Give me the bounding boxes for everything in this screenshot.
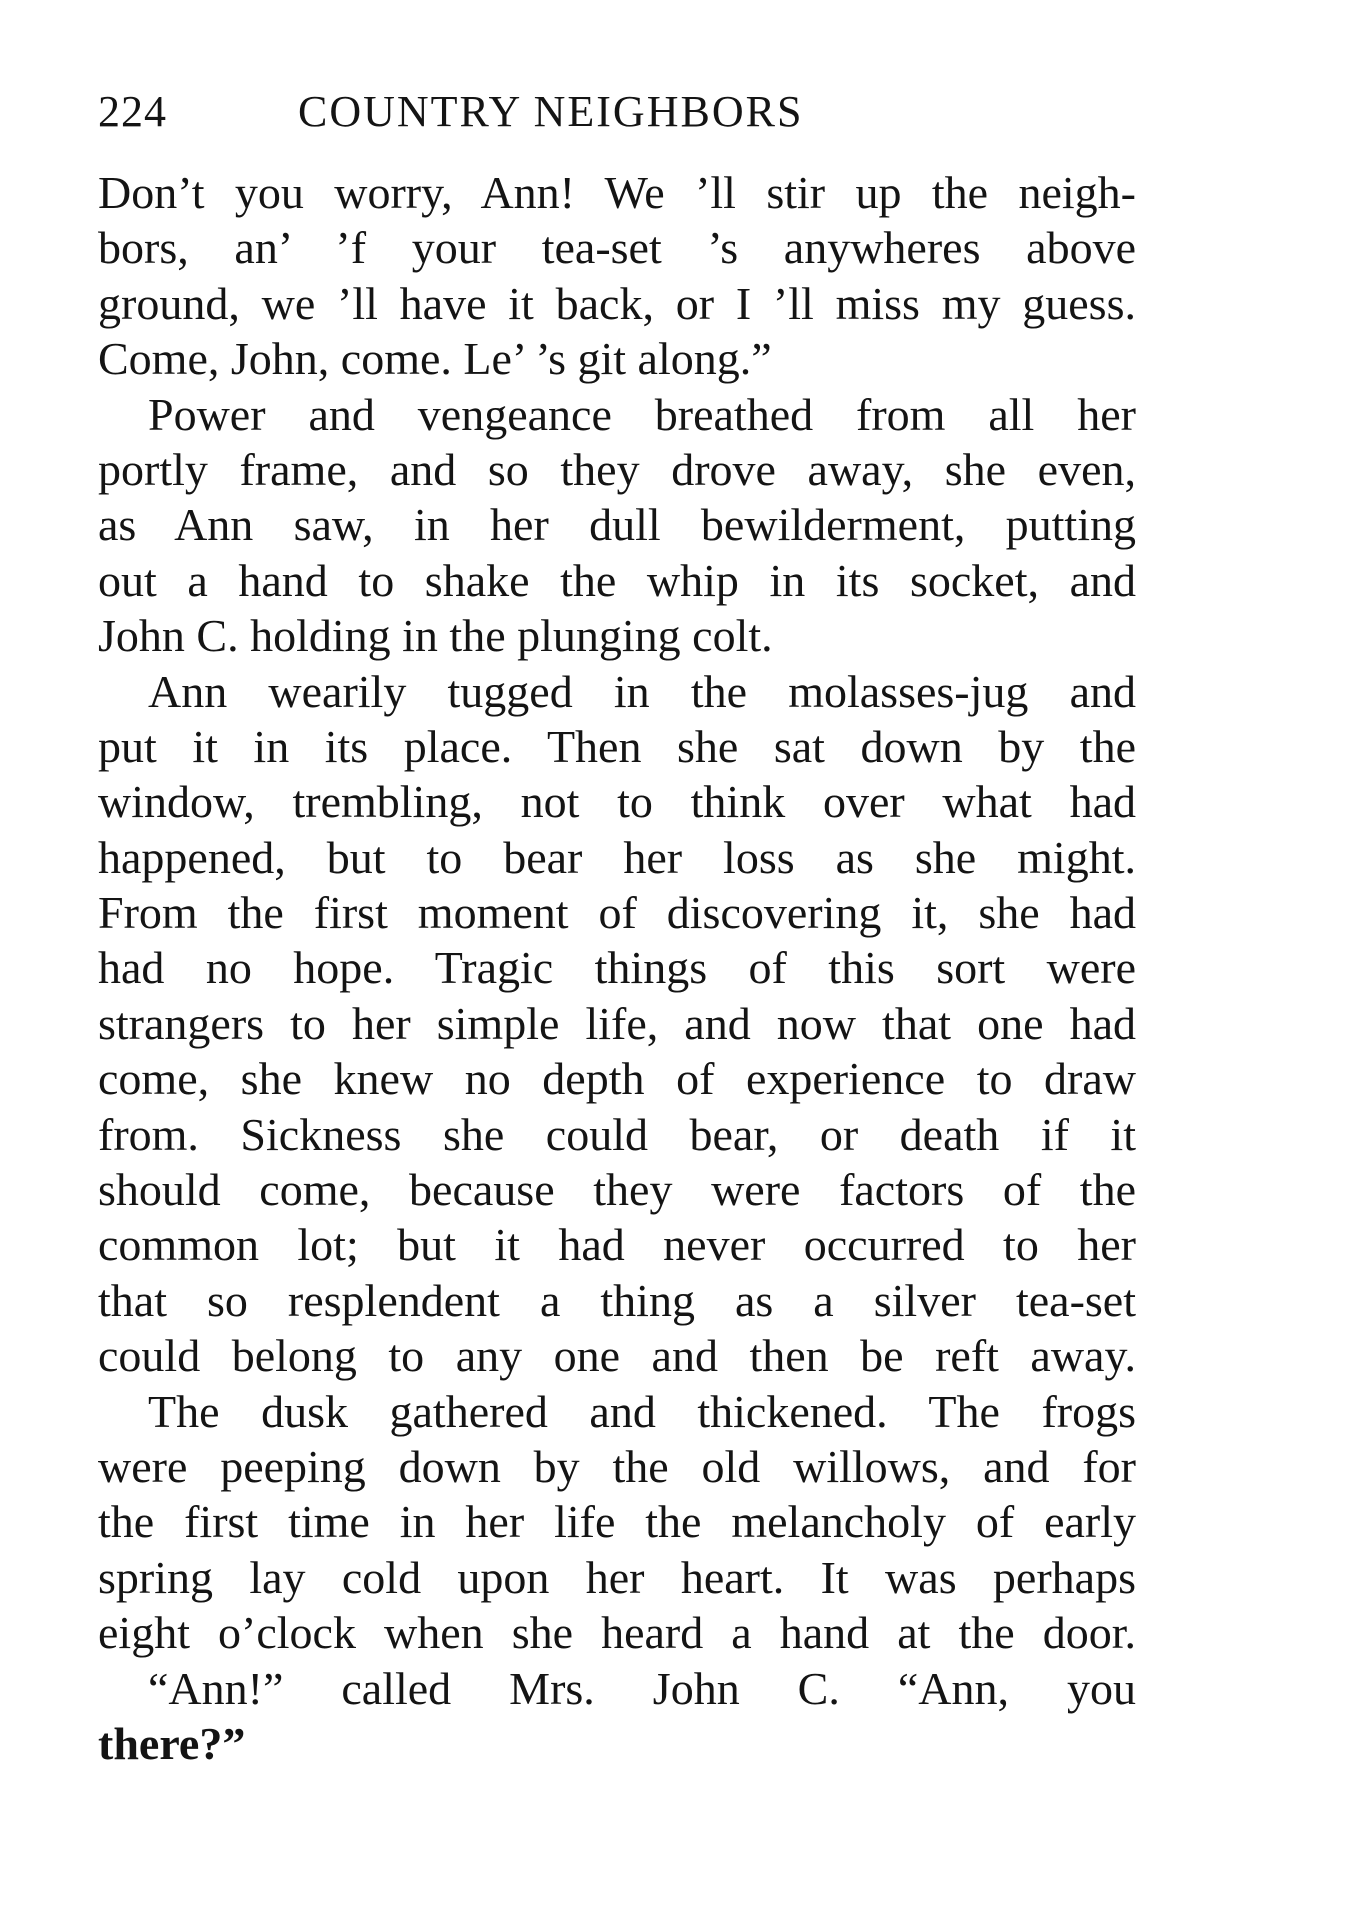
text-line: should come, because they were factors of the <box>98 1164 1136 1216</box>
text-line: ground, we ’ll have it back, or I ’ll miss my guess. <box>98 277 1136 329</box>
body-text <box>98 165 1136 1771</box>
text-line: from. Sickness she could bear, or death if it <box>98 1108 1136 1160</box>
text-line: that so resplendent a thing as a silver tea-set <box>98 1274 1136 1326</box>
text-line: spring lay cold upon her heart. It was perhaps <box>98 1551 1136 1603</box>
text-line: eight o’clock when she heard a hand at the door. <box>98 1607 1136 1659</box>
text-line: portly frame, and so they drove away, she even, <box>98 443 1136 495</box>
text-line: Ann wearily tugged in the molasses-jug and <box>148 665 1136 717</box>
text-line: Don’t you worry, Ann! We ’ll stir up the neigh- <box>98 167 1136 218</box>
text-line: put it in its place. Then she sat down by the <box>98 720 1136 772</box>
text-line: Power and vengeance breathed from all her <box>148 388 1136 440</box>
running-head <box>98 82 1158 142</box>
text-line: common lot; but it had never occurred to her <box>98 1219 1136 1271</box>
text-line: From the first moment of discovering it, she had <box>98 887 1136 939</box>
text-line: the first time in her life the melancholy of early <box>98 1496 1136 1548</box>
text-line: bors, an’ ’f your tea-set ’s anywheres above <box>98 222 1136 274</box>
text-line: could belong to any one and then be reft away. <box>98 1330 1136 1382</box>
text-line: window, trembling, not to think over what had <box>98 776 1136 828</box>
text-line: were peeping down by the old willows, and for <box>98 1440 1136 1492</box>
text-line: out a hand to shake the whip in its socket, and <box>98 554 1136 606</box>
text-line: happened, but to bear her loss as she might. <box>98 831 1136 883</box>
text-line: there?” <box>98 1717 246 1769</box>
text-line: The dusk gathered and thickened. The frogs <box>148 1385 1136 1437</box>
text-line: Come, John, come. Le’ ’s git along.” <box>98 333 772 385</box>
page-number: 224 <box>98 87 167 136</box>
text-line: John C. holding in the plunging colt. <box>98 610 773 662</box>
text-line: as Ann saw, in her dull bewilderment, putting <box>98 499 1136 551</box>
text-line: had no hope. Tragic things of this sort were <box>98 942 1136 994</box>
text-line: “Ann!” called Mrs. John C. “Ann, you <box>148 1662 1136 1714</box>
text-line: come, she knew no depth of experience to draw <box>98 1053 1136 1105</box>
running-title: COUNTRY NEIGHBORS <box>298 87 804 136</box>
text-line: strangers to her simple life, and now that one had <box>98 997 1136 1049</box>
